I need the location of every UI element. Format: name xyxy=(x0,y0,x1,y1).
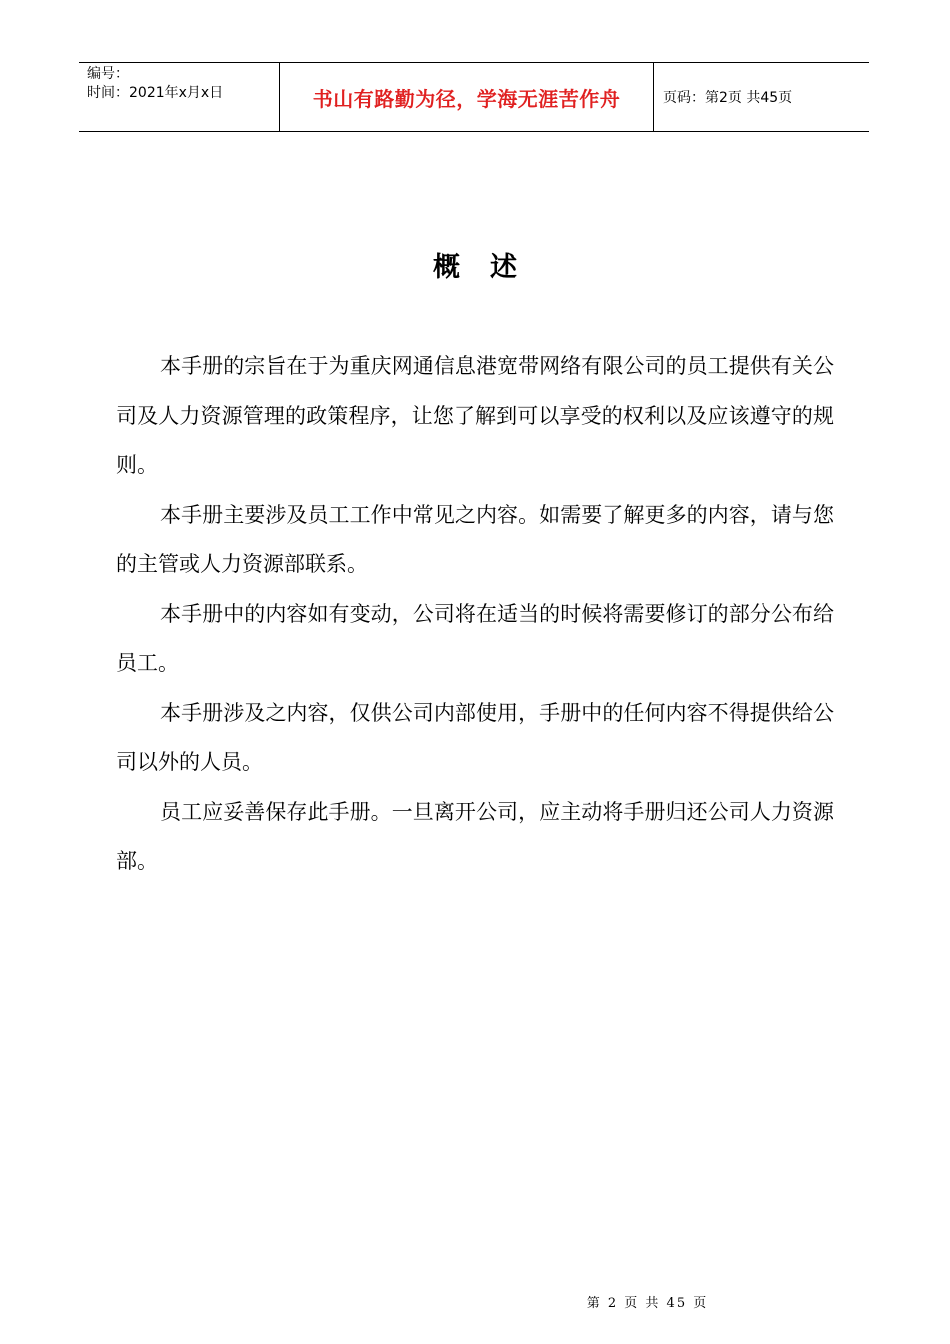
document-body xyxy=(116,342,834,887)
page-footer: 第 2 页 共 45 页 xyxy=(586,1296,709,1311)
header-motto-cell xyxy=(280,63,654,131)
motto-text: 书山有路勤为径，学海无涯苦作舟 xyxy=(312,86,621,111)
paragraph: 本手册涉及之内容，仅供公司内部使用，手册中的任何内容不得提供给公司以外的人员。 xyxy=(116,700,834,774)
header-page-cell xyxy=(654,63,869,131)
time-label: 时间：2021年x月x日 xyxy=(87,85,224,101)
page-info: 页码：第2页 共45页 xyxy=(663,90,793,106)
paragraph: 员工应妥善保存此手册。一旦离开公司，应主动将手册归还公司人力资源部。 xyxy=(116,799,834,873)
header-meta-cell xyxy=(79,63,280,131)
page-title: 概述 xyxy=(433,252,547,283)
paragraph: 本手册的宗旨在于为重庆网通信息港宽带网络有限公司的员工提供有关公司及人力资源管理的政策程序，让您了解到可以享受的权利以及应该遵守的规则。 xyxy=(116,354,834,477)
paragraph: 本手册中的内容如有变动，公司将在适当的时候将需要修订的部分公布给员工。 xyxy=(116,601,834,675)
number-label: 编号： xyxy=(87,66,129,82)
paragraph: 本手册主要涉及员工工作中常见之内容。如需要了解更多的内容，请与您的主管或人力资源部联系。 xyxy=(116,502,834,576)
page-header xyxy=(79,62,869,132)
